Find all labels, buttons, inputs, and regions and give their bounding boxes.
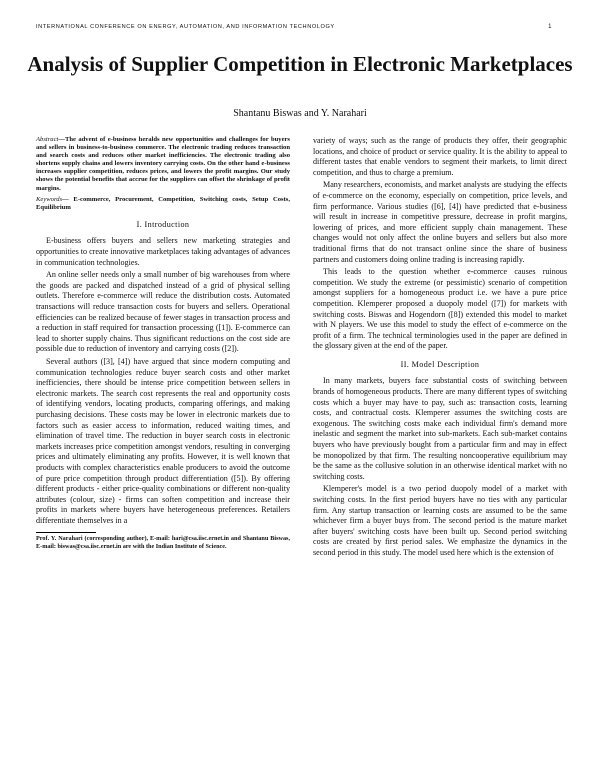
keywords-text: — E-commerce, Procurement, Competition, Switching costs, Setup Costs, Equilibrium [36, 195, 290, 211]
intro-paragraph-5: Many researchers, economists, and market analysts are studying the effects of e-commerce on the economy, especially on competition, price levels, and firm performance. Various studies ([6], [4]) have predicted that e-business will result in increase in competitive pressure, decrease in profit margins, lowering of prices, and more efficient supply chain management. These changes would not only affect the online buyers and sellers but also more traditional firms that do not transact online since the share of business partners and customers doing online trading is increasing rapidly. [313, 180, 567, 264]
conference-name: INTERNATIONAL CONFERENCE ON ENERGY, AUTOMATION, AND INFORMATION TECHNOLOGY [36, 24, 335, 30]
abstract-text: —The advent of e-business heralds new opportunities and challenges for buyers and sellers in business-to-business commerce. The electronic trading reduces transaction and search costs and reduces other market inefficiencies. The electronic trading also shortens supply chains and lowers inventory carrying costs. On the other hand e-business increases supplier competition, reduces prices, and lowers the profit margins. Our study shows the potential benefits that accrue for the suppliers can offset the shrinkage of profit margins. [36, 136, 290, 192]
paper-authors: Shantanu Biswas and Y. Narahari [233, 108, 367, 119]
abstract-label: Abstract [36, 136, 59, 143]
intro-paragraph-2: An online seller needs only a small number of big warehouses from where the goods are packed and dispatched instead of a grid of physical selling outlets. Therefore e-commerce will reduce the distribution costs. Automated transactions will reduce transaction costs for buyers and sellers. Operational efficiencies can be realized because of fewer stages in transaction process and a reduction in staff required for transaction processing ([1]). E-commerce can lead to shorter supply chains. Thus significant reductions on the cost side are possible due to reduction of inventory and carrying costs ([2]). [36, 270, 290, 354]
intro-paragraph-6: This leads to the question whether e-commerce causes ruinous competition. We study the extreme (or pessimistic) scenario of competition amongst suppliers for a homogeneous product i.e. we have a pure price competition. Klemperer proposed a duopoly model ([7]) for markets with switching costs. Biswas and Hogendorn ([8]) extended this model to market with N players. We use this model to study the effect of e-commerce on the profit of a firm. The technical terminologies used in the paper are defined in the glossary given at the end of the paper. [313, 267, 567, 351]
page-number: 1 [548, 24, 552, 30]
right-column [313, 136, 567, 559]
running-header [36, 24, 552, 30]
footnote-divider [36, 532, 96, 533]
section-heading-model-description: II. Model Description [400, 359, 480, 369]
model-paragraph-2: Klemperer's model is a two period duopoly model of a market with switching costs. In the first period buyers have no ties with any particular firm. Any startup transaction or learning costs are assumed to be the same whichever firm a buyer buys from. The second period is the mature market after buyers' switching costs have been built up. Second period switching costs are created by first period sales. We emphasize the dynamics in the second period in this study. The model used here which is the extension of [313, 484, 567, 557]
paper-title: Analysis of Supplier Competition in Electronic Marketplaces [27, 52, 573, 76]
intro-paragraph-4: variety of ways; such as the range of products they offer, their geographic locations, and choice of product or service quality. It is the ability to appeal to different tastes that enable vendors to segment their markets, to limit direct competition, and thus to charge a premium. [313, 136, 567, 177]
keywords [36, 196, 290, 212]
model-paragraph-1: In many markets, buyers face substantial costs of switching between brands of homogeneous products. There are many different types of switching costs which a buyer may have to pay, such as: transaction costs, learning costs, and contractual costs. Klemperer assumes the switching costs are exogenous. The switching costs make each individual firm's demand more inelastic and segment the market into sub-markets. Each sub-market contains buyers who have previously bought from a particular firm and may in effect be monopolized by that firm. The resulting noncooperative equilibrium may be the same as the collusive solution in an otherwise identical market with no switching costs. [313, 376, 567, 481]
abstract [36, 136, 290, 193]
author-footnote: Prof. Y. Narahari (corresponding author), E-mail: hari@csa.iisc.ernet.in and Shantanu Biswas, E-mail: biswas@csa.iisc.ernet.in are with the Indian Institute of Science. [36, 535, 290, 550]
intro-paragraph-1: E-business offers buyers and sellers new marketing strategies and opportunities to create innovative marketplaces taking advantages of advances in communication technologies. [36, 236, 290, 267]
keywords-label: Keywords [36, 195, 63, 203]
intro-paragraph-3: Several authors ([3], [4]) have argued that since modern computing and communication technologies reduce buyer search costs and other market inefficiencies, there should be intense price competition between sellers in electronic markets. The search cost represents the real and opportunity costs of identifying vendors, locating products, comparing offerings, and making purchasing decisions. These costs may be lower in electronic markets due to factors such as easier access to information, reduced waiting times, and elimination of travel time. The reduction in buyer search costs in electronic markets increases price competition amongst vendors, resulting in converging prices and ultimately eliminating any profits. However, it is well known that products with complex characteristics enable producers to avoid the outcome of pure price competition through product differentiation ([5]). By offering different products - either price-quality combinations or different non-quality attributes (colour, size) - firms can soften competition and increase their profits in markets where buyers have heterogeneous preferences. Retailers differentiate themselves in a [36, 356, 290, 525]
section-heading-introduction: I. Introduction [136, 219, 190, 229]
left-column [36, 136, 290, 550]
